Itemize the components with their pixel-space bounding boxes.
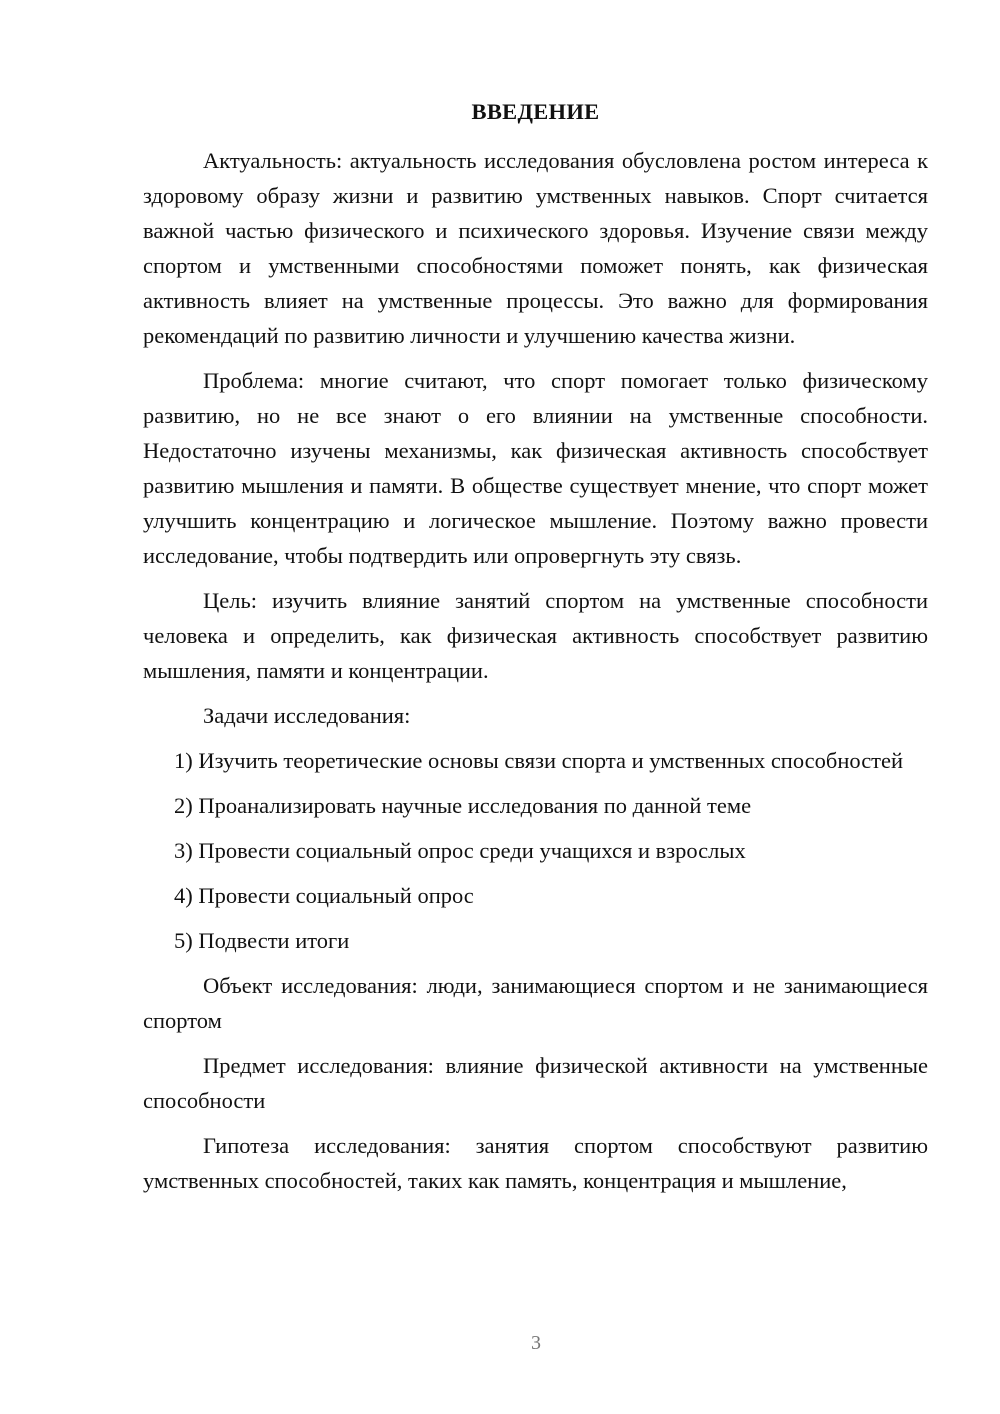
list-item: 2) Проанализировать научные исследования по данной теме [174, 793, 752, 818]
page-content [143, 94, 928, 1208]
tasks-heading: Задачи исследования: [203, 703, 411, 728]
page-title: ВВЕДЕНИЕ [471, 99, 600, 124]
tasks-list [143, 743, 928, 958]
list-item: 4) Провести социальный опрос [174, 883, 474, 908]
hypothesis-paragraph: Гипотеза исследования: занятия спортом способствуют развитию умственных способностей, таких как память, концентрация и мышление, [143, 1133, 928, 1193]
object-paragraph: Объект исследования: люди, занимающиеся спортом и не занимающиеся спортом [143, 973, 928, 1033]
page-number: 3 [531, 1332, 541, 1354]
list-item: 5) Подвести итоги [174, 928, 350, 953]
list-item: 1) Изучить теоретические основы связи спорта и умственных способностей [174, 748, 904, 773]
goal-paragraph: Цель: изучить влияние занятий спортом на умственные способности человека и определить, как физическая активность способствует развитию мышления, памяти и концентрации. [143, 588, 928, 683]
problem-paragraph: Проблема: многие считают, что спорт помогает только физическому развитию, но не все знают о его влиянии на умственные способности. Недостаточно изучены механизмы, как физическая активность способствует развитию мышления и памяти. В обществе существует мнение, что спорт может улучшить концентрацию и логическое мышление. Поэтому важно провести исследование, чтобы подтвердить или опровергнуть эту связь. [143, 368, 928, 568]
relevance-paragraph: Актуальность: актуальность исследования обусловлена ростом интереса к здоровому образу жизни и развитию умственных навыков. Спорт считается важной частью физического и психического здоровья. Изучение связи между спортом и умственными способностями поможет понять, как физическая активность влияет на умственные процессы. Это важно для формирования рекомендаций по развитию личности и улучшению качества жизни. [143, 148, 928, 348]
list-item: 3) Провести социальный опрос среди учащихся и взрослых [174, 838, 746, 863]
subject-paragraph: Предмет исследования: влияние физической активности на умственные способности [143, 1053, 928, 1113]
